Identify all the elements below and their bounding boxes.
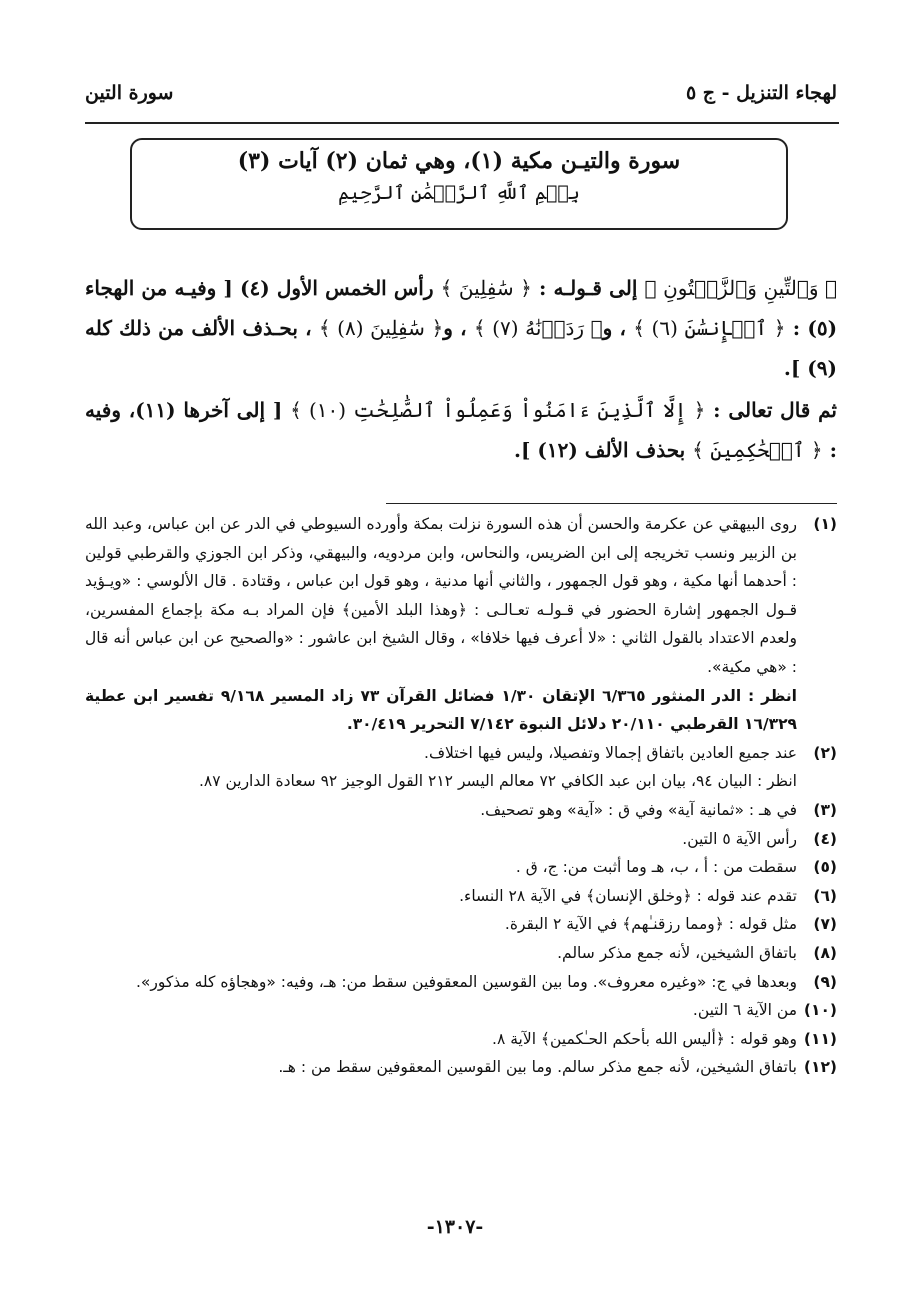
quran-quote: ﴿ سَٰفِلِينَ (٨) ﴾ [318,316,444,340]
footnote-text: باتفاق الشيخين، لأنه جمع مذكر سالم. [557,943,797,962]
book-title: لهجاء التنزيل - ج ٥ [685,82,837,104]
quran-quote: ﴿ سَٰفِلِينَ ﴾ [440,276,532,300]
footnote [85,968,837,997]
footnote-text: انظر : الدر المنثور ٦/٣٦٥ الإتقان ١/٣٠ فضائل القرآن ٧٣ زاد المسير ٩/١٦٨ تفسير ابن عطية ١٦/٣٢٩ القرطبي ٢٠/١١٠ دلائل النبوة ٧/١٤٢ التحرير ٣٠/٤١٩. [85,686,797,734]
text-run: ، بحـذف الألف من ذلك كله (٩) ]. [85,316,837,380]
text-run: ثم قال تعالى : [705,398,837,422]
text-run: رأس الخمس الأول (٤) [ وفيـه من الهجاء (٥) : [85,276,838,340]
footnote [85,853,837,882]
footnote [85,739,837,768]
main-text [85,268,837,470]
footnote-text: انظر : البيان ٩٤، بيان ابن عبد الكافي ٧٢ معالم اليسر ٢١٢ القول الوجيز ٩٢ سعادة الدارين ٨٧. [198,772,797,791]
footnote-text: رأس الآية ٥ التين. [682,829,797,848]
footnote-number: (٢) [813,743,837,762]
footnote [85,682,837,739]
footnotes [85,510,837,1082]
footnote-number: (٦) [813,886,837,905]
basmala: بِسۡمِ ٱللَّهِ ٱلرَّحۡمَٰنِ ٱلرَّحِيمِ [338,182,580,204]
text-run: إلى قـولـه : [531,276,645,300]
footnote-number: (٣) [813,800,837,819]
footnote [85,767,837,796]
quran-quote: ﴿ وَٱلتِّينِ وَٱلزَّيۡتُونِ ﴾ [644,276,838,300]
surah-title-box [130,138,788,230]
footnote-text: باتفاق الشيخين، لأنه جمع مذكر سالم. وما بين القوسين المعقوفين سقط من : هـ. [278,1058,797,1077]
footnote-text: عند جميع العادين باتفاق إجمالا وتفصيلا، وليس فيها اختلاف. [424,743,797,762]
text-run: بحذف الألف (١٢) ]. [514,438,693,462]
footnote-text: تقدم عند قوله : ﴿وخلق الإنسان﴾ في الآية ٢٨ النساء. [459,886,797,905]
footnote [85,825,837,854]
text-run: ، و [443,316,474,340]
footnote-text: وبعدها في ج: «وغيره معروف». وما بين القوسين المعقوفين سقط من: هـ، وفيه: «وهجاؤه كله مذكور». [135,972,797,991]
footnote [85,910,837,939]
footnote-text: سقطت من : أ ، ب، هـ وما أثبت من: ج، ق . [515,858,797,877]
footnote-text: روى البيهقي عن عكرمة والحسن أن هذه السورة نزلت بمكة وأورده السيوطي في الدر عن ابن عباس، وعبد الله بن الزبير ونسب تخريجه إلى ابن الضريس، والنحاس، وابن مردويه، والبيهقي، وذكر ابن الجوزي والقرطبي قولين : أحدهما أنها مكية ، وهو قول الجمهور ، والثاني أنها مدنية ، وهو قول ابن عباس ، وقتادة . قال الألوسي : «ويـؤيد قـول الجمهور إشارة الحضور في قـولـه تعـالـى : ﴿وهذا البلد الأمين﴾ فإن المراد بـه مكة بإجماع المفسرين، ولعدم الاعتداد بالقول الثاني : «لا أعرف فيها خلافا» ، وقال الشيخ ابن عاشور : «والصحيح عن ابن عباس أنه قال : «هي مكية». [85,515,797,676]
quran-quote: ﴿ رَدَدۡنَٰهُ (٧) ﴾ [473,316,603,340]
footnote-number: (١٠) [803,1001,837,1020]
footnote-number: (٤) [813,829,837,848]
text-run: [ إلى آخرها (١١)، وفيه : [85,398,837,462]
quran-quote: ﴿ إِلَّا ٱلَّذِينَ ءَامَنُواْ وَعَمِلُواْ ٱلصَّٰلِحَٰتِ (١٠) ﴾ [290,398,706,422]
footnote [85,1025,837,1054]
footnote [85,882,837,911]
footnote-number: (١١) [803,1029,837,1048]
text-run: ، و [602,316,634,340]
header-divider [85,122,839,124]
footnote-divider [386,503,837,504]
footnote-number: (٨) [813,943,837,962]
running-header [85,80,837,112]
footnote-text: مثل قوله : ﴿ومما رزقنـٰهم﴾ في الآية ٢ البقرة. [504,915,797,934]
surah-heading: سورة والتيـن مكية (١)، وهي ثمان (٢) آيات (٣) [237,148,681,174]
footnote-number: (٧) [813,915,837,934]
footnote [85,939,837,968]
quran-quote: ﴿ ٱلۡإِنسَٰنَ (٦) ﴾ [633,316,786,340]
footnote [85,996,837,1025]
footnote-number: (٩) [813,972,837,991]
main-paragraph-1 [85,268,837,388]
footnote-text: في هـ : «ثمانية آية» وفي ق : «آية» وهو تصحيف. [480,800,797,819]
footnote-text: وهو قوله : ﴿أليس الله بأحكم الحـٰكمين﴾ الآية ٨. [492,1029,797,1048]
main-paragraph-2 [85,390,837,470]
footnote [85,796,837,825]
page-number: -١٣٠٧- [426,1216,484,1238]
footnote-number: (١٢) [803,1058,837,1077]
footnote-number: (٥) [813,858,837,877]
footnote-text: من الآية ٦ التين. [692,1001,797,1020]
footnote-number: (١) [813,515,837,533]
surah-title: سورة التين [85,82,174,104]
footnote [85,510,837,682]
quran-quote: ﴿ ٱلۡحَٰكِمِينَ ﴾ [692,438,823,462]
footnote [85,1053,837,1082]
